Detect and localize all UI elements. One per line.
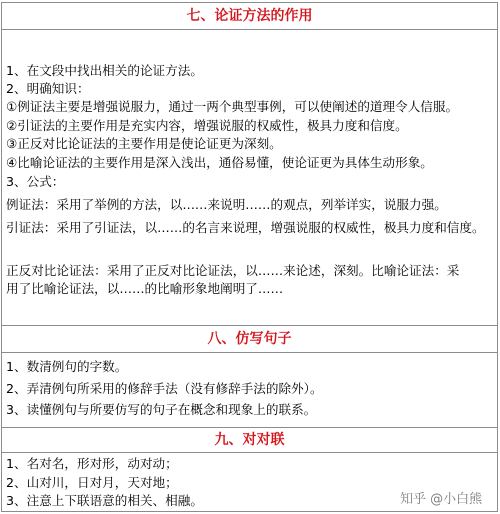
section-9-title: 九、对对联	[2, 428, 497, 453]
section-7-line-8: 例证法：采用了举例的方法，以……来说明……的观点，列举详实，说服力强。	[6, 197, 447, 212]
section-7-line-2: 2、明确知识：	[6, 81, 90, 96]
section-9-line-3: 3、注意上下联语意的相关、相融。	[6, 493, 203, 508]
section-8-line-3: 3、读懂例句与所要仿写的句子在概念和现象上的联系。	[6, 402, 317, 417]
section-8-title: 八、仿写句子	[2, 326, 497, 353]
watermark-text: 知乎 @小白熊	[400, 492, 483, 507]
section-9-line-1: 1、名对名，形对形，动对动；	[6, 456, 178, 471]
section-7-line-7: 3、公式：	[6, 174, 65, 189]
section-7-line-4: ②引证法的主要作用是充实内容，增强说服的权威性，极具力度和信度。	[6, 118, 408, 133]
section-9-line-2: 2、山对川，日对月，天对地；	[6, 475, 178, 490]
section-7-line-5: ③正反对比论证法的主要作用是使论证更为深刻。	[6, 136, 282, 151]
section-8-line-1: 1、数清例句的字数。	[6, 359, 128, 374]
section-7-line-9: 引证法：采用了引证法，以……的名言来说理，增强说服的权威性，极具力度和信度。	[6, 220, 485, 235]
section-7-line-3: ①例证法主要是增强说服力，通过一两个典型事例，可以使阐述的道理令人信服。	[6, 99, 459, 114]
section-7-line-1: 1、在文段中找出相关的论证方法。	[6, 63, 203, 78]
section-7-title: 七、论证方法的作用	[2, 3, 497, 30]
section-7-line-10: 正反对比论证法：采用了正反对比论证法，以……来论述，深刻。比喻论证法：采	[6, 263, 460, 278]
section-7-line-11: 用了比喻论证法，以……的比喻形象地阐明了……	[6, 281, 284, 296]
section-8-line-2: 2、弄清例句所采用的修辞手法（没有修辞手法的除外）。	[6, 381, 323, 396]
section-7-line-6: ④比喻论证法的主要作用是深入浅出，通俗易懂，使论证更为具体生动形象。	[6, 155, 433, 170]
document-frame	[1, 2, 498, 512]
